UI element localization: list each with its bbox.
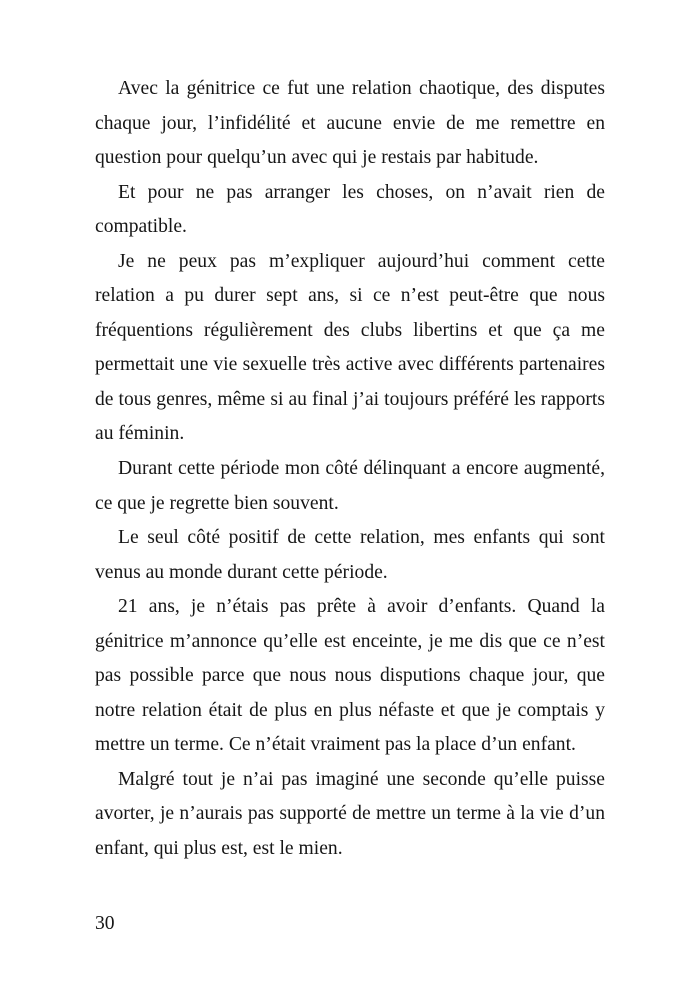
paragraph: Durant cette période mon côté délinquant a encore augmenté, ce que je regrette bien souvent. [95, 458, 605, 514]
paragraph: Je ne peux pas m’expliquer aujourd’hui comment cette relation a pu durer sept ans, si ce n’est peut-être que nous fréquentions régulièrement des clubs libertins et que ça me permettait une vie sexuelle très active avec différents partenaires de tous genres, même si au final j’ai toujours préféré les rapports au féminin. [95, 250, 605, 445]
paragraph: 21 ans, je n’étais pas prête à avoir d’enfants. Quand la génitrice m’annonce qu’elle est enceinte, je me dis que ce n’est pas possible parce que nous nous disputions chaque jour, que notre relation était de plus en plus néfaste et que je comptais y mettre un terme. Ce n’était vraiment pas la place d’un enfant. [95, 596, 605, 756]
body-text [95, 72, 605, 867]
paragraph: Le seul côté positif de cette relation, mes enfants qui sont venus au monde durant cette période. [95, 527, 605, 583]
paragraph: Malgré tout je n’ai pas imaginé une seconde qu’elle puisse avorter, je n’aurais pas supporté de mettre un terme à la vie d’un enfant, qui plus est, est le mien. [95, 768, 605, 860]
paragraph: Avec la génitrice ce fut une relation chaotique, des disputes chaque jour, l’infidélité et aucune envie de me remettre en question pour quelqu’un avec qui je restais par habitude. [95, 78, 605, 169]
page-number: 30 [95, 913, 115, 934]
paragraph: Et pour ne pas arranger les choses, on n’avait rien de compatible. [95, 181, 605, 238]
